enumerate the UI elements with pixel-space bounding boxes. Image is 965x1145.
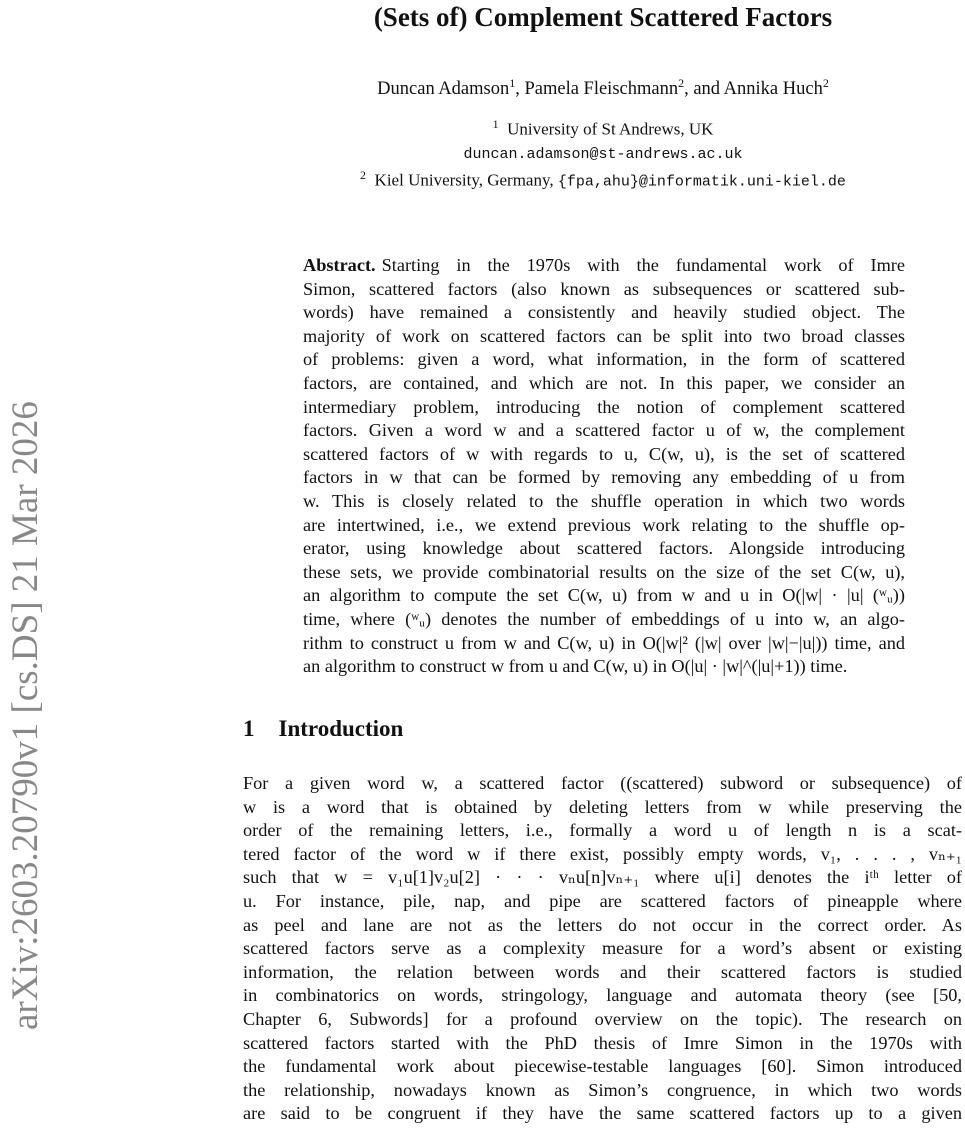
text-line: tered factor of the word w if there exist, possibly empty words, v₁, . . . , vₙ₊₁ <box>243 843 962 864</box>
affiliation-2-email: {fpa,ahu}@informatik.uni-kiel.de <box>557 173 846 191</box>
author-affiliation-mark: 1 <box>509 76 516 90</box>
text-line: factors in w that can be formed by removing any embedding of u from <box>303 467 905 488</box>
text-line: erator, using knowledge about scattered factors. Alongside introducing <box>303 538 905 559</box>
abstract-label: Abstract. <box>303 255 376 275</box>
text-line: factors, are contained, and which are not. In this paper, we consider an <box>303 372 905 393</box>
text-line: information, the relation between words and their scattered factors is studied <box>243 961 962 982</box>
author-affiliation-mark: 2 <box>678 76 685 90</box>
text-line: in combinatorics on words, stringology, language and automata theory (see [50, <box>243 985 962 1006</box>
text-line: an algorithm to construct w from u and C(w, u) in O(|u| · |w|^(|u|+1)) time. <box>303 656 848 677</box>
author-name: Duncan Adamson <box>377 79 510 100</box>
text-line: For a given word w, a scattered factor ((scattered) subword or subsequence) of <box>243 773 962 793</box>
affiliation-mark: 1 <box>492 117 499 131</box>
text-line: w. This is closely related to the shuffle operation in which two words <box>303 490 905 511</box>
author-separator: , <box>515 79 525 100</box>
author-separator: , and <box>684 79 724 100</box>
section-heading <box>243 716 427 742</box>
affiliation-mark: 2 <box>360 168 367 182</box>
author-name: Annika Huch <box>723 79 823 100</box>
text-line: as peel and lane are not as the letters do not occur in the correct order. As <box>243 914 962 935</box>
affiliation-2 <box>243 168 963 191</box>
introduction-body <box>243 772 962 1126</box>
text-line: scattered factors of w with regards to u, C(w, u), is the set of scattered <box>303 443 905 464</box>
author-affiliation-mark: 2 <box>822 76 829 90</box>
text-line: Simon, scattered factors (also known as subsequences or scattered sub- <box>303 278 905 299</box>
text-line: majority of work on scattered factors can be split into two broad classes <box>303 325 905 346</box>
section-number: 1 <box>243 716 255 741</box>
text-line: rithm to construct u from w and C(w, u) in O(|w|² (|w| over |w|−|u|)) time, and <box>303 632 905 653</box>
affiliation-1-email: duncan.adamson@st-andrews.ac.uk <box>463 146 743 163</box>
text-line: intermediary problem, introducing the notion of complement scattered <box>303 396 905 417</box>
text-line: are said to be congruent if they have the same scattered factors up to a given <box>243 1103 962 1124</box>
affiliation-1 <box>243 117 963 140</box>
text-line: words) have remained a consistently and heavily studied object. The <box>303 302 905 323</box>
author-name: Pamela Fleischmann <box>524 79 679 100</box>
text-line: Chapter 6, Subwords] for a profound overview on the topic). The research on <box>243 1008 962 1029</box>
arxiv-sidebar-id: arXiv:2603.20790v1 [cs.DS] 21 Mar 2026 <box>5 401 46 1030</box>
author-list <box>243 76 963 100</box>
text-line <box>303 254 905 278</box>
text-line: order of the remaining letters, i.e., formally a word u of length n is a scat- <box>243 820 962 841</box>
text-line: w is a word that is obtained by deleting letters from w while preserving the <box>243 796 962 817</box>
text-line: an algorithm to compute the set C(w, u) from w and u in O(|w| · |u| (ʷᵤ)) <box>303 585 905 606</box>
text-line: such that w = v₁u[1]v₂u[2] · · · vₙu[n]vₙ₊₁ where u[i] denotes the iᵗʰ letter of <box>243 867 962 888</box>
section-title: Introduction <box>278 716 404 741</box>
abstract <box>303 254 905 679</box>
affiliation-text: University of St Andrews, UK <box>507 119 714 139</box>
text-line: scattered factors started with the PhD thesis of Imre Simon in the 1970s with <box>243 1032 962 1053</box>
abstract-text: Starting in the 1970s with the fundamental work of Imre <box>381 255 905 275</box>
text-line: these sets, we provide combinatorial results on the size of the set C(w, u), <box>303 561 905 582</box>
affiliation-text: Kiel University, Germany, <box>374 170 558 190</box>
text-line: are intertwined, i.e., we extend previous work relating to the shuffle op- <box>303 514 905 535</box>
text-line: the relationship, nowadays known as Simon’s congruence, in which two words <box>243 1079 962 1100</box>
paper-title: (Sets of) Complement Scattered Factors <box>373 2 833 32</box>
text-line: factors. Given a word w and a scattered factor u of w, the complement <box>303 420 905 441</box>
text-line: time, where (ʷᵤ) denotes the number of embeddings of u into w, an algo- <box>303 608 905 629</box>
text-line: scattered factors serve as a complexity measure for a word’s absent or existing <box>243 938 962 959</box>
text-line: u. For instance, pile, nap, and pipe are scattered factors of pineapple where <box>243 890 962 911</box>
text-line: of problems: given a word, what information, in the form of scattered <box>303 349 905 370</box>
text-line: the fundamental work about piecewise-testable languages [60]. Simon introduced <box>243 1056 962 1077</box>
